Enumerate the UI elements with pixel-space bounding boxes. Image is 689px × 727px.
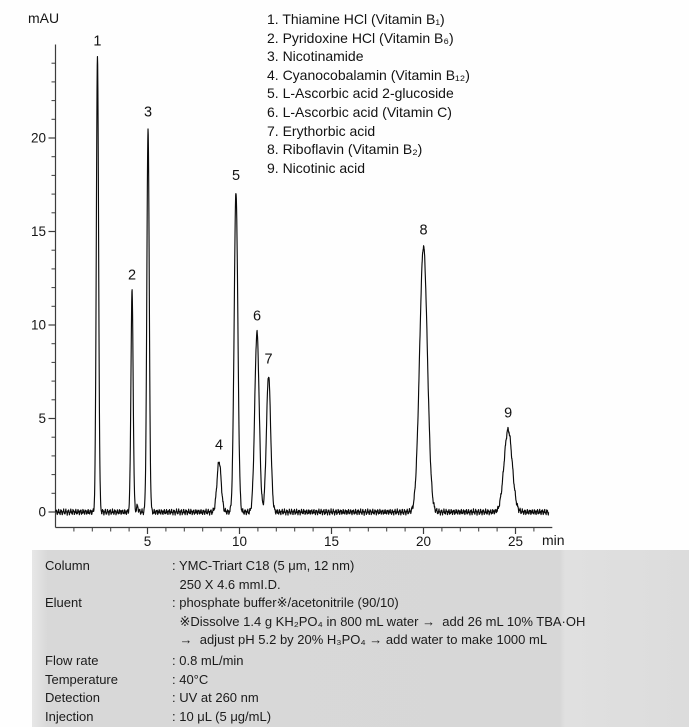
condition-row-temperature (45, 671, 689, 690)
y-axis-tick-label: 10 (30, 317, 46, 333)
x-axis-tick-label: 10 (231, 534, 248, 549)
condition-value (172, 594, 689, 650)
condition-label: Flow rate (45, 652, 99, 668)
condition-value (172, 708, 689, 727)
condition-value (172, 557, 689, 594)
peak-number-label: 7 (264, 351, 273, 368)
condition-value-line: : phosphate buffer※/acetonitrile (90/10) (172, 595, 399, 611)
y-axis-tick-label: 20 (30, 130, 46, 146)
legend-item-7: 7. Erythorbic acid (267, 122, 376, 139)
peak-number-label: 6 (252, 308, 262, 325)
condition-value-line: : UV at 260 nm (172, 690, 259, 706)
peak-legend (267, 10, 470, 177)
legend-item-5: 5. L-Ascorbic acid 2-glucoside (267, 85, 454, 102)
legend-item-6: 6. L-Ascorbic acid (Vitamin C) (267, 103, 452, 120)
y-axis-unit-label: mAU (28, 10, 60, 26)
condition-value-line: 250 X 4.6 mmI.D. (179, 576, 281, 592)
conditions-panel (32, 550, 689, 727)
condition-row-flow-rate (45, 652, 689, 671)
condition-row-detection (45, 689, 689, 708)
peak-number-label: 1 (93, 33, 102, 50)
legend-item-1: 1. Thiamine HCl (Vitamin B₁) (267, 11, 445, 27)
condition-label: Injection (45, 708, 94, 724)
condition-value (172, 652, 689, 671)
condition-value-line: ※Dissolve 1.4 g KH₂PO₄ in 800 mL water → add 26 mL 10% TBA·OH (179, 613, 586, 629)
legend-item-8: 8. Riboflavin (Vitamin B₂) (267, 141, 423, 158)
x-axis-unit-label: min (542, 532, 565, 548)
y-axis-tick-label: 5 (38, 411, 46, 426)
condition-label: Column (45, 558, 90, 573)
peak-number-label: 5 (231, 168, 241, 185)
condition-value (172, 671, 689, 690)
condition-label: Detection (45, 690, 100, 706)
x-axis-tick-label: 20 (415, 534, 432, 549)
condition-value-line: : YMC-Triart C18 (5 μm, 12 nm) (172, 558, 355, 573)
condition-value-line: : 40°C (172, 671, 209, 687)
peak-number-label: 9 (504, 405, 513, 422)
condition-value (172, 689, 689, 708)
x-axis-tick-label: 5 (143, 534, 152, 549)
y-axis-tick-label: 15 (30, 224, 46, 239)
condition-value-line: : 0.8 mL/min (172, 652, 244, 668)
y-axis-tick-label: 0 (38, 504, 46, 520)
peak-number-label: 4 (215, 437, 224, 454)
peak-number-label: 2 (128, 267, 137, 284)
condition-value-line: : 10 μL (5 μg/mL) (172, 708, 272, 724)
condition-row-column (45, 557, 689, 594)
condition-label: Temperature (45, 671, 118, 687)
legend-item-9: 9. Nicotinic acid (267, 159, 366, 176)
peak-number-label: 8 (419, 222, 428, 239)
legend-item-4: 4. Cyanocobalamin (Vitamin B₁₂) (267, 66, 470, 83)
condition-value-line: → adjust pH 5.2 by 20% H₃PO₄ → add water to make 1000 mL (179, 632, 548, 648)
condition-label: Eluent (45, 595, 82, 611)
legend-item-3: 3. Nicotinamide (267, 48, 364, 65)
x-axis-tick-label: 25 (507, 534, 524, 549)
x-axis-tick-label: 15 (323, 534, 340, 549)
condition-row-injection (45, 708, 689, 727)
legend-item-2: 2. Pyridoxine HCl (Vitamin B₆) (267, 29, 454, 46)
condition-row-eluent (45, 594, 689, 650)
peak-number-label: 3 (144, 104, 153, 121)
